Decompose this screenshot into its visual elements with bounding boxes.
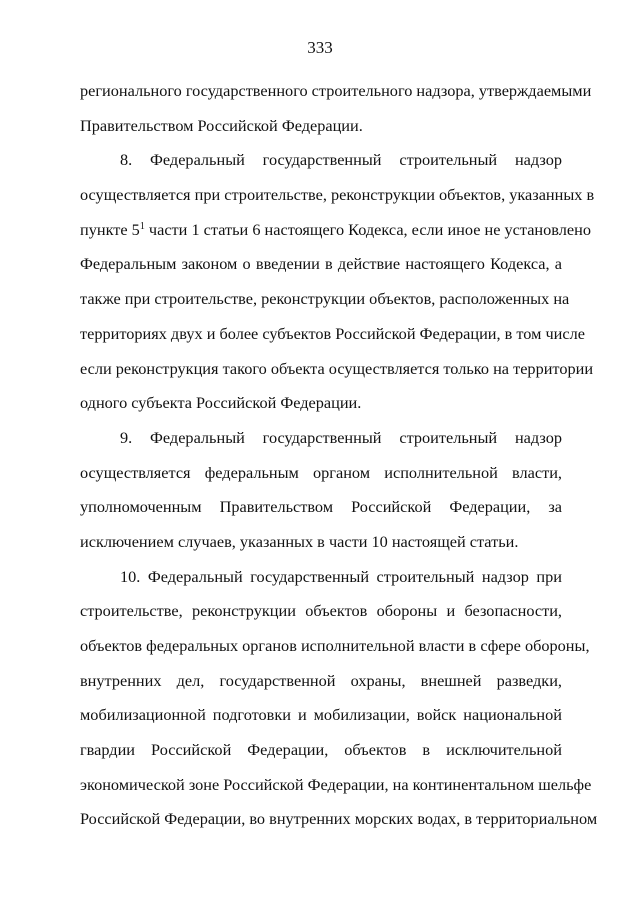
text-line: регионального государственного строительного надзора, утверждаемыми <box>80 81 592 100</box>
page-number: 333 <box>307 38 333 57</box>
text-line: 9. Федеральный государственный строительный надзор <box>120 427 562 447</box>
document-body <box>80 74 598 837</box>
text-line: осуществляется федеральным органом исполнительной власти, <box>80 462 562 482</box>
text-line: Российской Федерации, во внутренних морских водах, в территориальном <box>80 809 598 829</box>
superscript: 1 <box>139 220 145 232</box>
text-line: гвардии Российской Федерации, объектов в исключительной <box>80 740 562 760</box>
text-line: 8. Федеральный государственный строительный надзор <box>120 150 562 170</box>
text-line: строительстве, реконструкции объектов обороны и безопасности, <box>80 601 562 621</box>
text-line: также при строительстве, реконструкции объектов, расположенных на <box>80 289 570 309</box>
text-line: мобилизационной подготовки и мобилизации, войск национальной <box>80 705 562 725</box>
text-line: одного субъекта Российской Федерации. <box>80 393 362 413</box>
text-line: экономической зоне Российской Федерации, на континентальном шельфе <box>80 774 592 794</box>
text-line: Федеральным законом о введении в действие настоящего Кодекса, а <box>80 254 562 274</box>
text-fragment: пункте 5 <box>80 219 140 239</box>
text-line <box>80 213 591 248</box>
text-fragment: части 1 статьи 6 настоящего Кодекса, если иное не установлено <box>144 219 591 239</box>
text-line: исключением случаев, указанных в части 10 настоящей статьи. <box>80 531 519 551</box>
text-line: территориях двух и более субъектов Российской Федерации, в том числе <box>80 323 585 343</box>
text-line: объектов федеральных органов исполнительной власти в сфере обороны, <box>80 636 590 655</box>
text-line: внутренних дел, государственной охраны, внешней разведки, <box>80 670 562 690</box>
text-line: уполномоченным Правительством Российской Федерации, за <box>80 497 562 517</box>
text-line: если реконструкция такого объекта осуществляется только на территории <box>80 358 594 378</box>
text-line: осуществляется при строительстве, реконструкции объектов, указанных в <box>80 185 595 205</box>
text-line: 10. Федеральный государственный строительный надзор при <box>120 566 562 586</box>
text-line: Правительством Российской Федерации. <box>80 115 363 135</box>
